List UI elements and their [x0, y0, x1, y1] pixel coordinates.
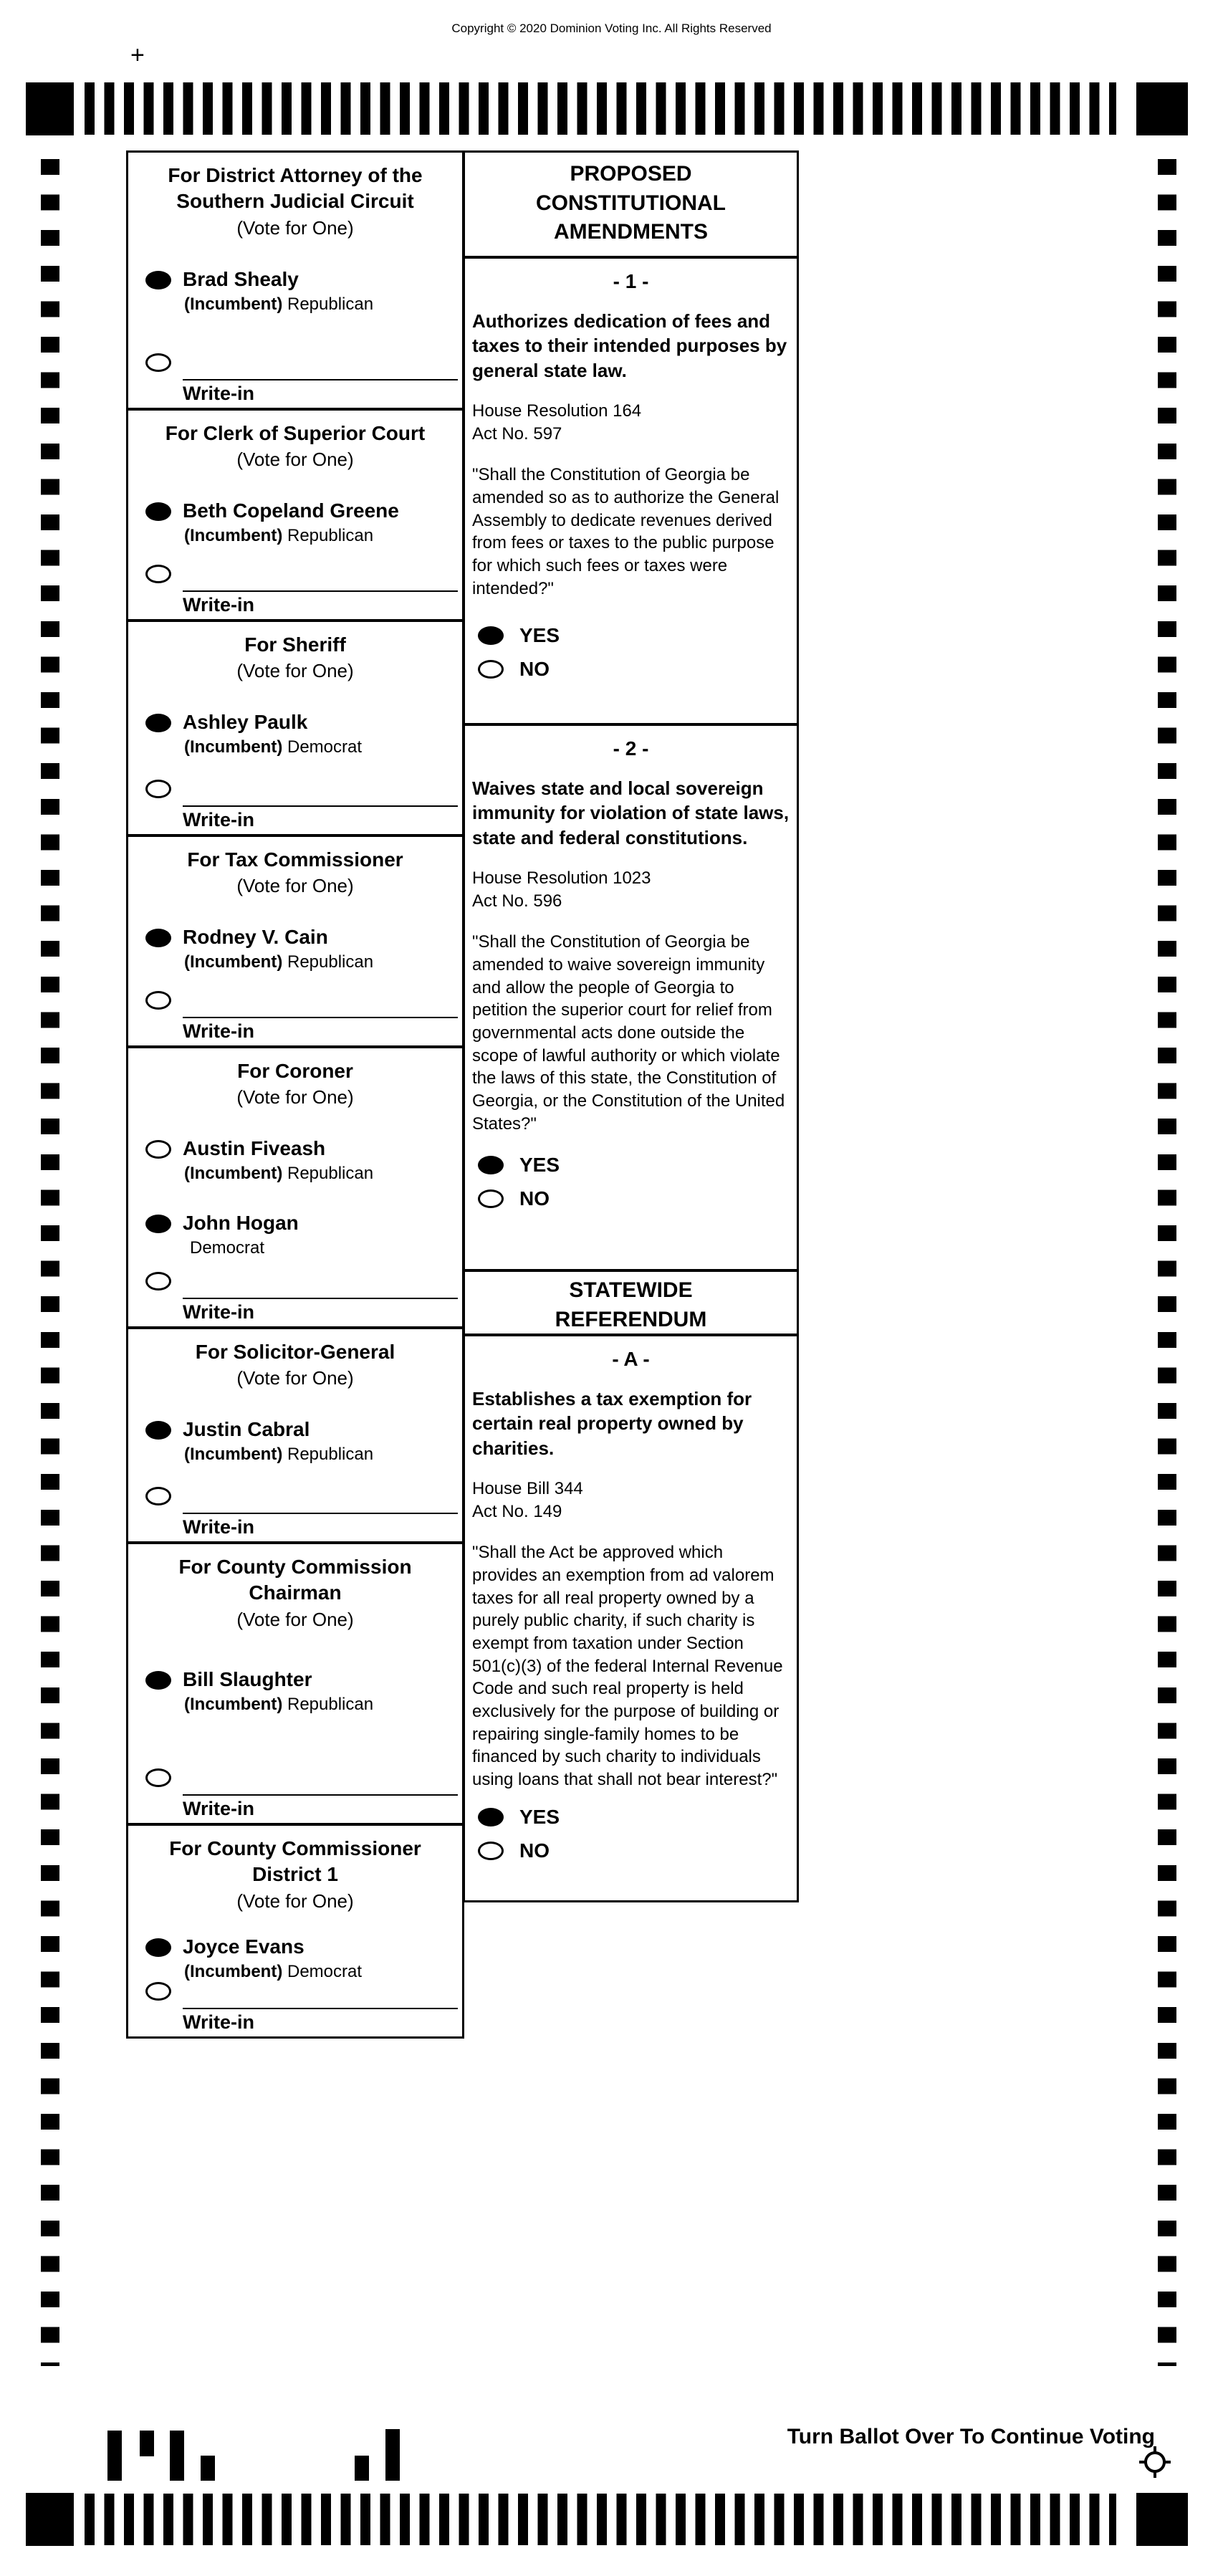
vote-oval[interactable] [478, 1189, 504, 1208]
race-county-commissioner-district-1 [126, 1824, 464, 2039]
write-in-option [145, 1272, 458, 1323]
candidate-party [184, 952, 373, 973]
candidate-option [145, 709, 458, 758]
measure-summary: Authorizes dedication of fees and taxes to their intended purposes by general state law. [472, 310, 787, 381]
vote-for-instruction: (Vote for One) [236, 660, 354, 682]
legal-ref-line: Act No. 149 [472, 1501, 562, 1521]
candidate-party [184, 294, 373, 315]
candidate-party [184, 1163, 373, 1184]
write-in-label: Write-in [183, 1516, 254, 1538]
race-title [128, 1058, 462, 1084]
measure-number: - A - [612, 1348, 650, 1370]
barcode-bar [170, 2431, 184, 2481]
timing-marks-top [85, 82, 1116, 135]
party-label: Republican [287, 952, 374, 972]
ballot-stub-number: 45 [385, 2438, 398, 2451]
measure-question: "Shall the Act be approved which provides an exemption from ad valorem taxes for all real property owned by a purely public charity, if such charity is exempt from taxation under Section 501(c)(3) of the federal Internal Revenue Code and such real property is held exclusively for the purpose of building or repairing single-family homes to be financed by such charity to individuals using loans that shall not bear interest?" [472, 1543, 783, 1789]
race-title-line: For Tax Commissioner [187, 848, 403, 871]
vote-for-instruction: (Vote for One) [236, 1086, 354, 1109]
write-in-option [145, 1487, 458, 1538]
candidate-name: Rodney V. Cain [183, 926, 328, 949]
write-in-line[interactable] [183, 590, 458, 592]
race-title [128, 1554, 462, 1607]
timing-marks-bottom [85, 2494, 1116, 2545]
measure-options [478, 1806, 797, 1862]
write-in-line[interactable] [183, 379, 458, 380]
incumbent-label: (Incumbent) [184, 1961, 283, 1981]
measure-summary: Waives state and local sovereign immunity for violation of state laws, state and federal constitutions. [472, 777, 790, 848]
candidate-option [145, 1417, 458, 1465]
vote-oval[interactable] [145, 714, 171, 732]
candidate-name: Joyce Evans [183, 1935, 304, 1958]
write-in-option [145, 353, 458, 405]
vote-oval[interactable] [145, 929, 171, 947]
no-label: NO [519, 1839, 550, 1862]
header-line: PROPOSED [570, 162, 692, 186]
candidate-name: Beth Copeland Greene [183, 499, 399, 522]
yes-option [478, 1154, 797, 1177]
measure-question: "Shall the Constitution of Georgia be amended to waive sovereign immunity and allow the people of Georgia to petition the superior court for relief from governmental acts done outside the scope of lawful authority or which violate the laws of this state, the Constitution of Georgia, or the Constitution of the United States?" [472, 932, 785, 1134]
party-label: Republican [287, 294, 374, 314]
incumbent-label: (Incumbent) [184, 737, 283, 757]
no-label: NO [519, 658, 550, 681]
vote-oval[interactable] [145, 1215, 171, 1233]
party-label: Democrat [287, 1961, 363, 1981]
legal-ref-line: House Bill 344 [472, 1478, 583, 1498]
vote-oval[interactable] [145, 1671, 171, 1690]
race-county-commission-chairman [126, 1542, 464, 1825]
candidate-name: Ashley Paulk [183, 711, 308, 734]
measure-legal-refs [472, 400, 790, 445]
candidate-option [145, 267, 458, 315]
measure-legal-refs [472, 867, 790, 912]
timing-marks-right [1158, 159, 1176, 2366]
write-in-option [145, 1768, 458, 1820]
party-label: Republican [287, 1164, 374, 1184]
yes-label: YES [519, 1805, 560, 1828]
header-line: CONSTITUTIONAL [536, 191, 726, 215]
write-in-option [145, 565, 458, 616]
yes-label: YES [519, 624, 560, 647]
copyright-text: Copyright © 2020 Dominion Voting Inc. All Rights Reserved [451, 21, 772, 35]
yes-option [478, 624, 797, 647]
amendment-2 [463, 724, 799, 1271]
write-in-label: Write-in [183, 1020, 254, 1042]
measure-number: - 2 - [613, 737, 649, 760]
legal-ref-line: Act No. 597 [472, 423, 562, 444]
candidate-option [145, 1934, 458, 1983]
write-in-line[interactable] [183, 2008, 458, 2009]
candidate-option [145, 1210, 458, 1259]
incumbent-label: (Incumbent) [184, 294, 283, 314]
write-in-oval[interactable] [145, 565, 171, 583]
race-title-line: For District Attorney of the [168, 164, 423, 186]
registration-crosshair-icon [1138, 2445, 1172, 2483]
write-in-label: Write-in [183, 2011, 254, 2033]
race-title-line: Chairman [249, 1581, 342, 1604]
party-label: Democrat [287, 737, 363, 757]
race-title [128, 421, 462, 446]
yes-option [478, 1806, 797, 1829]
race-title [128, 1836, 462, 1888]
incumbent-label: (Incumbent) [184, 1445, 283, 1465]
legal-ref-line: House Resolution 1023 [472, 868, 651, 888]
candidate-party [184, 1694, 373, 1715]
candidate-option [145, 1136, 458, 1184]
timing-block-top-right [1136, 82, 1188, 135]
incumbent-label: (Incumbent) [184, 952, 283, 972]
write-in-oval[interactable] [145, 991, 171, 1010]
measure-options [478, 624, 797, 681]
measure-legal-refs [472, 1478, 790, 1523]
amendment-1 [463, 257, 799, 725]
incumbent-label: (Incumbent) [184, 526, 283, 546]
incumbent-label: (Incumbent) [184, 1164, 283, 1184]
write-in-oval[interactable] [145, 780, 171, 798]
no-option [478, 1187, 797, 1210]
vote-oval[interactable] [145, 1938, 171, 1957]
candidate-party [184, 525, 399, 547]
vote-for-instruction: (Vote for One) [236, 1890, 354, 1912]
candidate-option [145, 924, 458, 973]
referendum-header [463, 1270, 799, 1336]
vote-oval[interactable] [478, 626, 504, 645]
write-in-label: Write-in [183, 809, 254, 830]
measure-number: - 1 - [613, 270, 649, 292]
party-label: Democrat [190, 1238, 265, 1258]
vote-oval[interactable] [478, 1842, 504, 1860]
legal-ref-line: House Resolution 164 [472, 401, 642, 421]
timing-block-bottom-left [26, 2493, 74, 2546]
vote-oval[interactable] [145, 1421, 171, 1440]
barcode-bar [140, 2431, 154, 2456]
race-title [128, 847, 462, 873]
timing-block-bottom-right [1136, 2493, 1188, 2546]
vote-oval[interactable] [478, 660, 504, 679]
vote-oval[interactable] [145, 1140, 171, 1159]
timing-marks-left [41, 159, 59, 2366]
write-in-oval[interactable] [145, 1487, 171, 1505]
referendum-a [463, 1334, 799, 1902]
party-label: Republican [287, 1445, 374, 1465]
barcode-bar [201, 2456, 215, 2481]
write-in-label: Write-in [183, 1301, 254, 1323]
vote-for-instruction: (Vote for One) [236, 1608, 354, 1630]
legal-ref-line: Act No. 596 [472, 891, 562, 911]
candidate-party [190, 1237, 299, 1259]
measure-options [478, 1154, 797, 1210]
vote-oval[interactable] [478, 1808, 504, 1826]
race-title-line: For Coroner [237, 1060, 353, 1082]
candidate-name: Justin Cabral [183, 1418, 310, 1441]
write-in-oval[interactable] [145, 1982, 171, 2001]
no-option [478, 658, 797, 681]
incumbent-label: (Incumbent) [184, 1694, 283, 1714]
barcode-bar [385, 2429, 400, 2481]
write-in-line[interactable] [183, 805, 458, 807]
candidate-party [184, 1444, 373, 1465]
vote-oval[interactable] [478, 1156, 504, 1174]
race-title-line: For County Commissioner [169, 1837, 421, 1859]
timing-block-top-left [26, 82, 74, 135]
race-coroner [126, 1046, 464, 1328]
no-option [478, 1839, 797, 1862]
candidate-name: John Hogan [183, 1212, 299, 1235]
race-sheriff [126, 620, 464, 836]
race-title-line: For Solicitor-General [195, 1341, 395, 1363]
race-solicitor-general [126, 1327, 464, 1543]
header-line: REFERENDUM [555, 1307, 707, 1331]
write-in-line[interactable] [183, 1794, 458, 1796]
write-in-option [145, 780, 458, 831]
yes-label: YES [519, 1154, 560, 1177]
race-title [128, 163, 462, 215]
write-in-oval[interactable] [145, 1768, 171, 1787]
race-tax-commissioner [126, 835, 464, 1048]
candidate-name: Brad Shealy [183, 267, 299, 290]
candidate-option [145, 498, 458, 547]
vote-for-instruction: (Vote for One) [236, 449, 354, 471]
write-in-line[interactable] [183, 1513, 458, 1514]
candidate-option [145, 1667, 458, 1715]
write-in-option [145, 1982, 458, 2034]
header-line: STATEWIDE [569, 1278, 693, 1302]
vote-for-instruction: (Vote for One) [236, 875, 354, 897]
write-in-line[interactable] [183, 1298, 458, 1299]
vote-oval[interactable] [145, 502, 171, 521]
measure-question: "Shall the Constitution of Georgia be amended so as to authorize the General Assembly to dedicate revenues derived from fees or taxes to the public purpose for which such fees or taxes were intended?" [472, 465, 780, 598]
measure-summary: Establishes a tax exemption for certain real property owned by charities. [472, 1388, 752, 1459]
write-in-oval[interactable] [145, 1272, 171, 1291]
race-title-line: Southern Judicial Circuit [176, 190, 414, 213]
write-in-oval[interactable] [145, 353, 171, 372]
write-in-line[interactable] [183, 1017, 458, 1018]
registration-plus-mark: + [130, 42, 145, 69]
candidate-party [184, 737, 362, 758]
race-title-line: For Sheriff [244, 633, 346, 656]
party-label: Republican [287, 1694, 374, 1714]
candidate-name: Austin Fiveash [183, 1137, 326, 1160]
barcode-bar [107, 2431, 122, 2481]
party-label: Republican [287, 526, 374, 546]
candidate-name: Bill Slaughter [183, 1667, 312, 1690]
race-clerk-superior-court [126, 408, 464, 621]
no-label: NO [519, 1187, 550, 1210]
vote-for-instruction: (Vote for One) [236, 216, 354, 239]
race-title-line: For Clerk of Superior Court [165, 422, 426, 444]
write-in-label: Write-in [183, 1798, 254, 1819]
write-in-label: Write-in [183, 594, 254, 616]
amendments-header [463, 150, 799, 258]
barcode-bar [355, 2456, 369, 2481]
race-district-attorney [126, 150, 464, 410]
vote-oval[interactable] [145, 271, 171, 289]
race-title [128, 1339, 462, 1365]
header-line: AMENDMENTS [554, 220, 708, 244]
turn-ballot-over-text: Turn Ballot Over To Continue Voting [787, 2425, 1155, 2448]
candidate-party [184, 1961, 362, 1983]
race-title-line: District 1 [252, 1863, 338, 1886]
race-title-line: For County Commission [178, 1556, 412, 1578]
vote-for-instruction: (Vote for One) [236, 1367, 354, 1389]
write-in-option [145, 991, 458, 1043]
race-title [128, 632, 462, 658]
write-in-label: Write-in [183, 383, 254, 404]
